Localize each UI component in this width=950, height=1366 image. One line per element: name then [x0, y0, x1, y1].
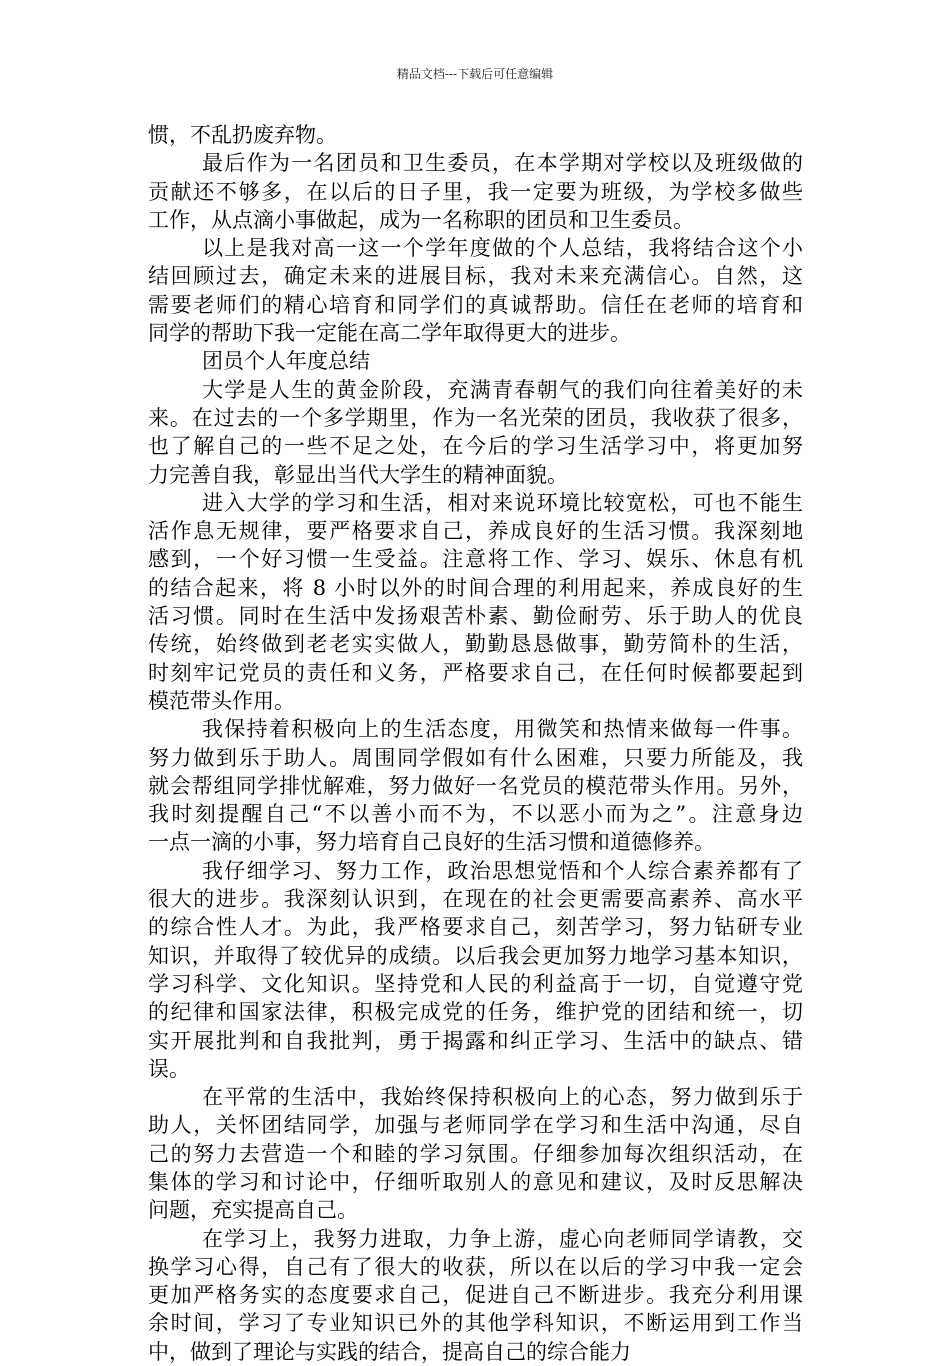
text-line: 贡献还不够多，在以后的日子里，我一定要为班级，为学校多做些	[148, 179, 803, 204]
text-line: 实开展批判和自我批判，勇于揭露和纠正学习、生活中的缺点、错	[148, 1028, 803, 1053]
text-line: 余时间，学习了专业知识已外的其他学科知识，不断运用到工作当	[148, 1311, 803, 1336]
text-line: 一点一滴的小事，努力培育自己良好的生活习惯和道德修养。	[148, 830, 715, 855]
text-line: 传统，始终做到老老实实做人，勤勤恳恳做事，勤劳简朴的生活，	[148, 632, 803, 657]
text-line: 很大的进步。我深刻认识到，在现在的社会更需要高素养、高水平	[148, 887, 803, 912]
text-line: 模范带头作用。	[148, 688, 295, 713]
text-line: 最后作为一名团员和卫生委员，在本学期对学校以及班级做的	[202, 151, 803, 176]
text-line: 我仔细学习、努力工作，政治思想觉悟和个人综合素养都有了	[202, 858, 803, 883]
text-line: 就会帮组同学排忧解难，努力做好一名党员的模范带头作用。另外，	[148, 773, 803, 798]
text-line: 大学是人生的黄金阶段，充满青春朝气的我们向往着美好的未	[202, 377, 803, 402]
text-line: 进入大学的学习和生活，相对来说环境比较宽松，可也不能生	[202, 490, 803, 515]
text-line: 的纪律和国家法律，积极完成党的任务，维护党的团结和统一，切	[148, 1000, 803, 1025]
text-line: 工作，从点滴小事做起，成为一名称职的团员和卫生委员。	[148, 207, 694, 232]
text-line: 我时刻提醒自己“不以善小而不为，不以恶小而为之”。注意身边	[148, 802, 803, 827]
text-line: 努力做到乐于助人。周围同学假如有什么困难，只要力所能及，我	[148, 745, 803, 770]
text-line: 学习科学、文化知识。坚持党和人民的利益高于一切，自觉遵守党	[148, 971, 803, 996]
text-line: 也了解自己的一些不足之处，在今后的学习生活学习中，将更加努	[148, 434, 803, 459]
text-line: 我保持着积极向上的生活态度，用微笑和热情来做每一件事。	[202, 717, 803, 742]
text-line: 惯，不乱扔废弃物。	[148, 123, 337, 147]
text-line: 换学习心得，自己有了很大的收获，所以在以后的学习中我一定会	[148, 1254, 803, 1279]
text-line: 更加严格务实的态度要求自己，促进自己不断进步。我充分利用课	[148, 1283, 803, 1308]
text-line: 误。	[148, 1056, 190, 1081]
text-line: 问题，充实提高自己。	[148, 1198, 358, 1223]
text-line: 中，做到了理论与实践的结合，提高自己的综合能力	[148, 1339, 631, 1364]
text-line: 来。在过去的一个多学期里，作为一名光荣的团员，我收获了很多，	[148, 405, 803, 430]
text-line: 力完善自我，彰显出当代大学生的精神面貌。	[148, 462, 568, 487]
text-line: 结回顾过去，确定未来的进展目标，我对未来充满信心。自然，这	[148, 264, 803, 289]
text-line: 集体的学习和讨论中，仔细听取别人的意见和建议，及时反思解决	[148, 1169, 803, 1194]
text-line: 以上是我对高一这一个学年度做的个人总结，我将结合这个小	[202, 236, 803, 261]
page-header: 精品文档---下载后可任意编辑	[396, 67, 554, 81]
text-line: 助人，关怀团结同学，加强与老师同学在学习和生活中沟通，尽自	[148, 1113, 803, 1138]
text-line: 团员个人年度总结	[202, 349, 370, 374]
text-line: 在平常的生活中，我始终保持积极向上的心态，努力做到乐于	[202, 1085, 803, 1110]
document-body	[148, 121, 803, 1366]
text-line: 时刻牢记党员的责任和义务，严格要求自己，在任何时候都要起到	[148, 660, 803, 685]
text-line: 知识，并取得了较优异的成绩。以后我会更加努力地学习基本知识，	[148, 943, 803, 968]
text-line: 己的努力去营造一个和睦的学习氛围。仔细参加每次组织活动，在	[148, 1141, 803, 1166]
text-line: 在学习上，我努力进取，力争上游，虚心向老师同学请教，交	[202, 1226, 803, 1251]
text-line: 同学的帮助下我一定能在高二学年取得更大的进步。	[148, 321, 631, 346]
text-line: 活习惯。同时在生活中发扬艰苦朴素、勤俭耐劳、乐于助人的优良	[148, 604, 803, 629]
text-line: 感到，一个好习惯一生受益。注意将工作、学习、娱乐、休息有机	[148, 547, 803, 572]
text-line: 的结合起来，将 8 小时以外的时间合理的利用起来，养成良好的生	[148, 575, 803, 600]
text-line: 活作息无规律，要严格要求自己，养成良好的生活习惯。我深刻地	[148, 519, 803, 544]
text-line: 需要老师们的精心培育和同学们的真诚帮助。信任在老师的培育和	[148, 292, 803, 317]
text-line: 的综合性人才。为此，我严格要求自己，刻苦学习，努力钻研专业	[148, 915, 803, 940]
